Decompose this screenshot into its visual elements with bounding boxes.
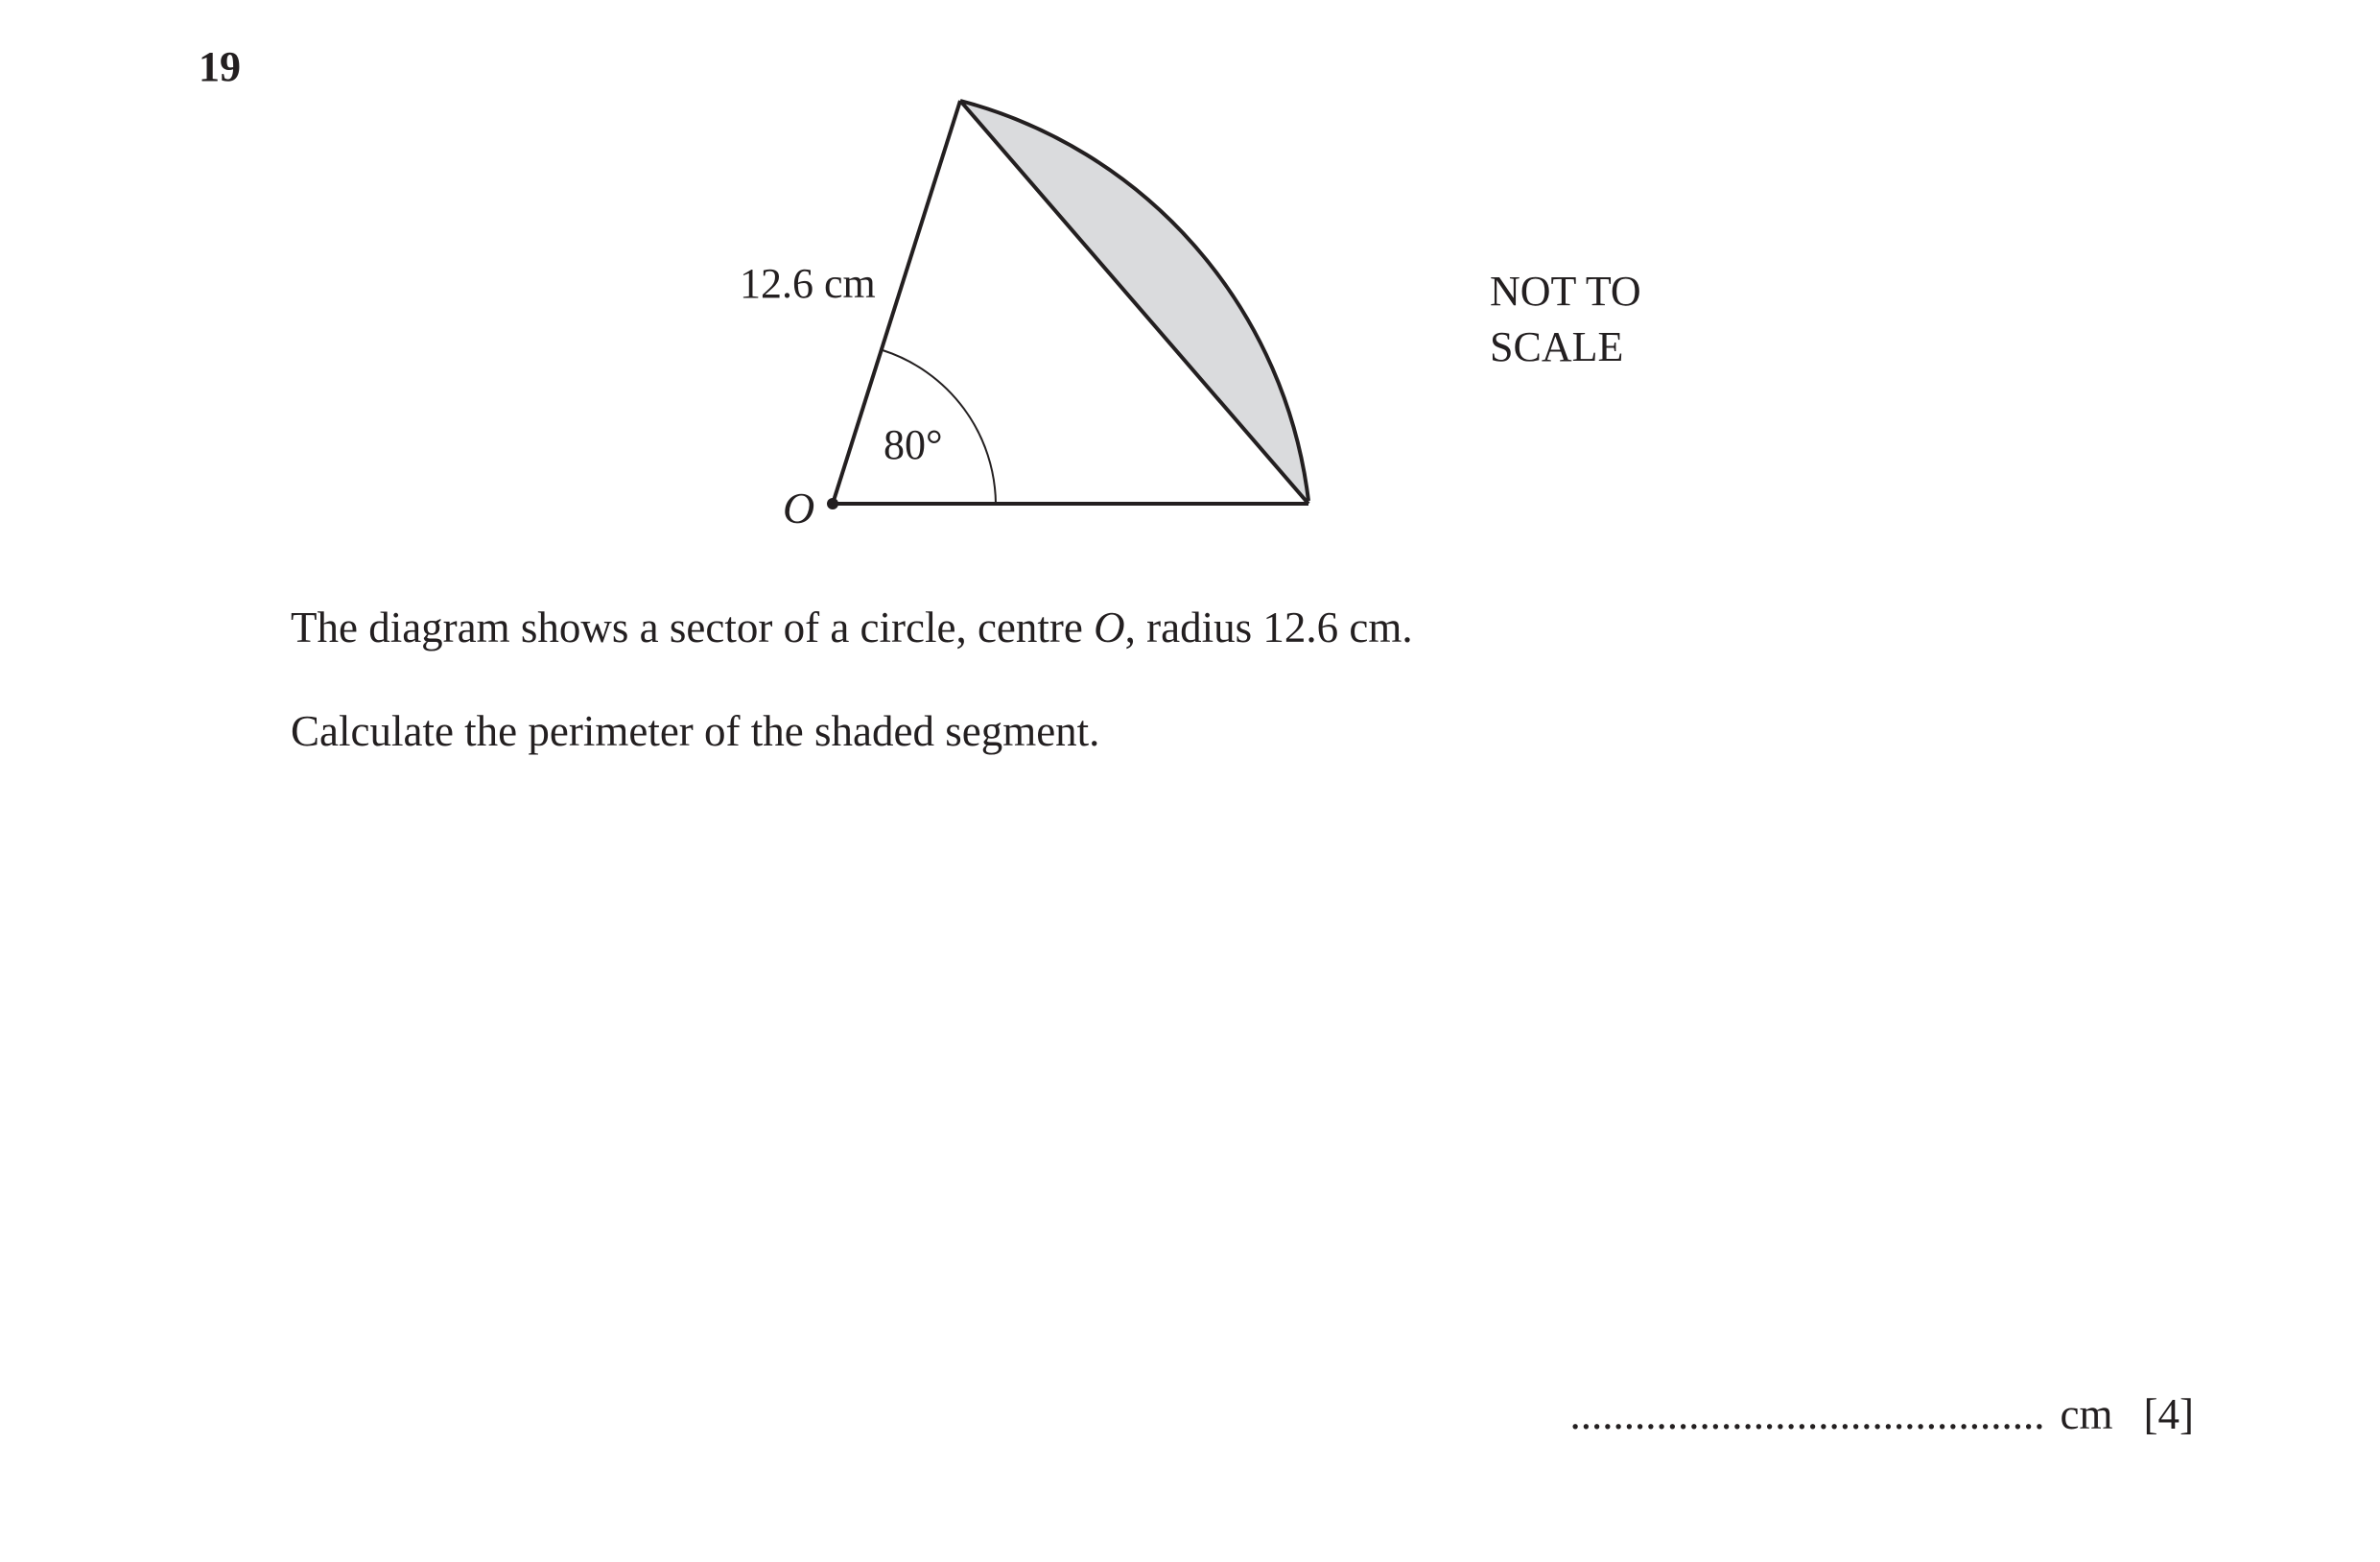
answer-unit: cm bbox=[2060, 1390, 2113, 1438]
sector-diagram bbox=[0, 0, 2380, 595]
not-to-scale-line2: SCALE bbox=[1490, 323, 1624, 370]
marks-label: [4] bbox=[2143, 1390, 2194, 1438]
question-statement bbox=[291, 606, 1413, 650]
angle-label: 80° bbox=[884, 421, 943, 468]
answer-dots[interactable]: ............................................ bbox=[1569, 1390, 2045, 1438]
statement-text-start: The diagram shows a sector of a circle, centre bbox=[291, 604, 1095, 651]
statement-text-end: , radius 12.6 cm. bbox=[1124, 604, 1413, 651]
statement-centre-label: O bbox=[1094, 604, 1125, 651]
answer-line bbox=[1569, 1390, 2194, 1438]
centre-label: O bbox=[783, 484, 815, 532]
question-number: 19 bbox=[199, 43, 241, 90]
centre-point bbox=[827, 498, 838, 509]
radius-label: 12.6 cm bbox=[740, 260, 876, 307]
not-to-scale-line1: NOT TO bbox=[1490, 268, 1641, 315]
question-instruction: Calculate the perimeter of the shaded segment. bbox=[291, 707, 1100, 755]
chord-line bbox=[960, 101, 1308, 504]
